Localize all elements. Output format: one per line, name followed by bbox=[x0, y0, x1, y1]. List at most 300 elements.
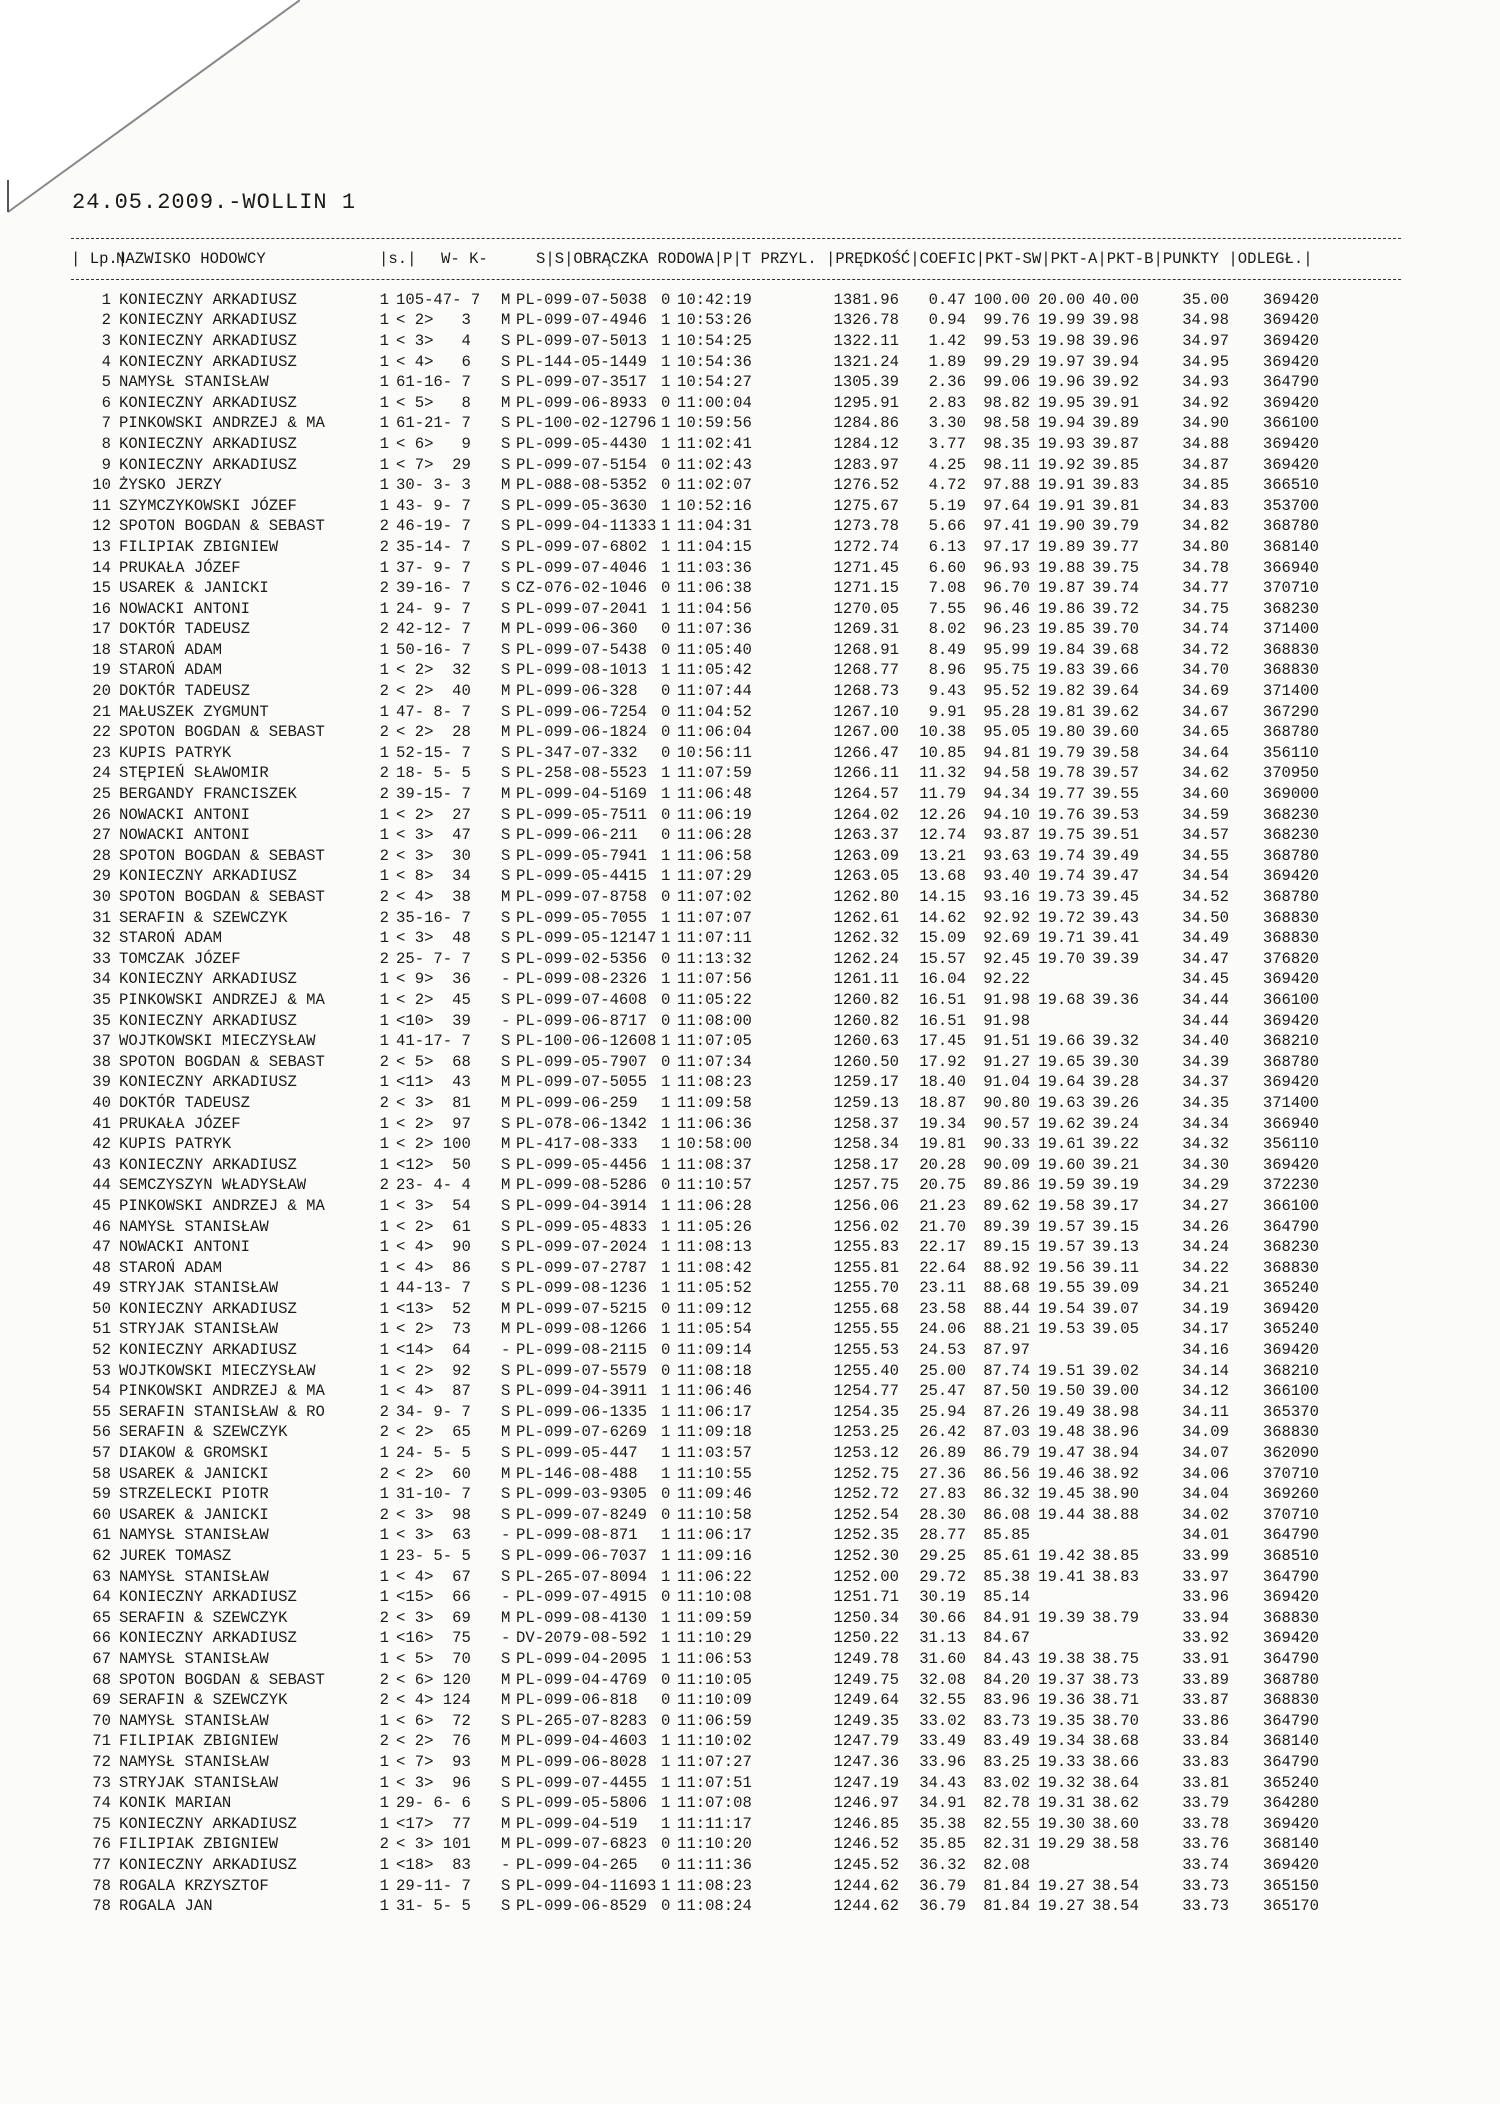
table-header bbox=[71, 249, 1313, 270]
cell-distance: 365150 bbox=[1262, 1876, 1319, 1895]
cell-sex: S bbox=[501, 1444, 511, 1463]
cell-speed: 1259.13 bbox=[833, 1093, 899, 1112]
cell-pkt-b: 38.94 bbox=[1092, 1444, 1139, 1463]
cell-pkt-a: 19.89 bbox=[1038, 537, 1085, 556]
cell-coef: 16.51 bbox=[919, 1011, 966, 1030]
cell-pkt-a: 19.79 bbox=[1038, 743, 1085, 762]
cell-ring: PL-099-06-259 bbox=[516, 1093, 638, 1112]
cell-sex: S bbox=[501, 826, 511, 845]
cell-lp: 50 bbox=[92, 1299, 111, 1318]
cell-speed: 1246.52 bbox=[833, 1835, 899, 1854]
cell-p: 0 bbox=[661, 702, 671, 721]
cell-pkt-sw: 91.51 bbox=[983, 1032, 1030, 1051]
cell-breeder: FILIPIAK ZBIGNIEW bbox=[119, 537, 279, 556]
cell-speed: 1268.91 bbox=[833, 640, 899, 659]
cell-sex: S bbox=[501, 867, 511, 886]
cell-pkt-sw: 94.81 bbox=[983, 743, 1030, 762]
cell-wk: 31-10- 7 bbox=[396, 1485, 471, 1504]
cell-coef: 12.74 bbox=[919, 826, 966, 845]
table-row bbox=[71, 1505, 1319, 1526]
cell-distance: 366940 bbox=[1262, 558, 1319, 577]
cell-pkt-sw: 95.99 bbox=[983, 640, 1030, 659]
cell-sex: S bbox=[501, 434, 511, 453]
cell-speed: 1247.36 bbox=[833, 1752, 899, 1771]
cell-pkt-sw: 98.35 bbox=[983, 434, 1030, 453]
cell-coef: 7.08 bbox=[928, 579, 966, 598]
cell-ring: PL-099-07-3517 bbox=[516, 373, 648, 392]
cell-speed: 1247.79 bbox=[833, 1732, 899, 1751]
cell-ring: PL-099-04-3911 bbox=[516, 1382, 648, 1401]
cell-speed: 1257.75 bbox=[833, 1176, 899, 1195]
cell-distance: 368830 bbox=[1262, 661, 1319, 680]
cell-lp: 1 bbox=[101, 290, 111, 309]
cell-breeder: PRUKAŁA JÓZEF bbox=[119, 558, 241, 577]
cell-pkt-b: 39.81 bbox=[1092, 496, 1139, 515]
cell-p: 0 bbox=[661, 723, 671, 742]
cell-points: 34.95 bbox=[1182, 352, 1229, 371]
table-row bbox=[71, 290, 1319, 311]
cell-time: 11:10:55 bbox=[677, 1464, 752, 1483]
cell-p: 0 bbox=[661, 1855, 671, 1874]
cell-pkt-sw: 99.06 bbox=[983, 373, 1030, 392]
cell-time: 10:54:27 bbox=[677, 373, 752, 392]
cell-pkt-a: 19.84 bbox=[1038, 640, 1085, 659]
cell-breeder: FILIPIAK ZBIGNIEW bbox=[119, 1732, 279, 1751]
cell-sex: S bbox=[501, 1505, 511, 1524]
cell-sex: M bbox=[501, 1073, 511, 1092]
cell-breeder: KONIECZNY ARKADIUSZ bbox=[119, 1629, 297, 1648]
cell-points: 34.35 bbox=[1182, 1093, 1229, 1112]
cell-pkt-sw: 92.92 bbox=[983, 908, 1030, 927]
cell-ring: PL-100-02-12796 bbox=[516, 414, 657, 433]
cell-time: 11:13:32 bbox=[677, 949, 752, 968]
table-row bbox=[71, 1711, 1319, 1732]
cell-pkt-b: 39.64 bbox=[1092, 682, 1139, 701]
cell-wk: 61-21- 7 bbox=[396, 414, 471, 433]
cell-section: 2 bbox=[379, 682, 389, 701]
cell-distance: 368830 bbox=[1262, 1691, 1319, 1710]
cell-wk: < 6> 120 bbox=[396, 1670, 471, 1689]
cell-section: 1 bbox=[379, 1629, 389, 1648]
cell-sex: S bbox=[501, 558, 511, 577]
cell-pkt-b: 39.36 bbox=[1092, 990, 1139, 1009]
cell-wk: < 2> 27 bbox=[396, 805, 471, 824]
cell-pkt-b: 39.41 bbox=[1092, 929, 1139, 948]
cell-p: 0 bbox=[661, 1691, 671, 1710]
cell-points: 33.94 bbox=[1182, 1608, 1229, 1627]
cell-wk: 37- 9- 7 bbox=[396, 558, 471, 577]
table-row bbox=[71, 1546, 1319, 1567]
cell-pkt-sw: 99.76 bbox=[983, 311, 1030, 330]
header-sections: |s.| bbox=[379, 249, 417, 268]
cell-points: 34.30 bbox=[1182, 1155, 1229, 1174]
table-row bbox=[71, 352, 1319, 373]
cell-time: 11:02:41 bbox=[677, 434, 752, 453]
cell-ring: PL-099-06-8529 bbox=[516, 1897, 648, 1916]
cell-breeder: SERAFIN & SZEWCZYK bbox=[119, 1691, 288, 1710]
cell-ring: PL-099-04-265 bbox=[516, 1855, 638, 1874]
cell-pkt-b: 38.60 bbox=[1092, 1814, 1139, 1833]
table-row bbox=[71, 1175, 1319, 1196]
cell-speed: 1255.53 bbox=[833, 1341, 899, 1360]
cell-distance: 368830 bbox=[1262, 908, 1319, 927]
cell-time: 11:06:53 bbox=[677, 1649, 752, 1668]
cell-wk: <13> 52 bbox=[396, 1299, 471, 1318]
cell-pkt-sw: 97.64 bbox=[983, 496, 1030, 515]
cell-lp: 40 bbox=[92, 1093, 111, 1112]
cell-lp: 25 bbox=[92, 785, 111, 804]
cell-pkt-sw: 84.67 bbox=[983, 1629, 1030, 1648]
cell-points: 34.85 bbox=[1182, 476, 1229, 495]
cell-speed: 1256.02 bbox=[833, 1217, 899, 1236]
cell-lp: 42 bbox=[92, 1135, 111, 1154]
cell-points: 34.78 bbox=[1182, 558, 1229, 577]
cell-coef: 10.85 bbox=[919, 743, 966, 762]
cell-pkt-sw: 96.70 bbox=[983, 579, 1030, 598]
cell-sex: S bbox=[501, 990, 511, 1009]
cell-sex: S bbox=[501, 599, 511, 618]
cell-ring: PL-099-05-4456 bbox=[516, 1155, 648, 1174]
cell-pkt-b: 39.19 bbox=[1092, 1176, 1139, 1195]
cell-distance: 366100 bbox=[1262, 990, 1319, 1009]
cell-ring: PL-099-08-871 bbox=[516, 1526, 638, 1545]
cell-p: 1 bbox=[661, 1093, 671, 1112]
cell-time: 11:07:51 bbox=[677, 1773, 752, 1792]
cell-distance: 369420 bbox=[1262, 1341, 1319, 1360]
cell-breeder: PINKOWSKI ANDRZEJ & MA bbox=[119, 1196, 325, 1215]
cell-points: 34.92 bbox=[1182, 393, 1229, 412]
cell-lp: 5 bbox=[101, 373, 111, 392]
cell-p: 1 bbox=[661, 1794, 671, 1813]
cell-points: 34.34 bbox=[1182, 1114, 1229, 1133]
cell-distance: 364790 bbox=[1262, 1567, 1319, 1586]
cell-p: 1 bbox=[661, 929, 671, 948]
cell-breeder: KONIECZNY ARKADIUSZ bbox=[119, 311, 297, 330]
cell-p: 1 bbox=[661, 1876, 671, 1895]
cell-coef: 23.11 bbox=[919, 1279, 966, 1298]
cell-coef: 23.58 bbox=[919, 1299, 966, 1318]
cell-sex: M bbox=[501, 1423, 511, 1442]
cell-sex: M bbox=[501, 1176, 511, 1195]
cell-ring: PL-099-07-5038 bbox=[516, 290, 648, 309]
cell-points: 34.54 bbox=[1182, 867, 1229, 886]
cell-time: 11:06:28 bbox=[677, 826, 752, 845]
cell-distance: 370950 bbox=[1262, 764, 1319, 783]
cell-coef: 19.34 bbox=[919, 1114, 966, 1133]
cell-section: 1 bbox=[379, 1547, 389, 1565]
table-row bbox=[71, 578, 1319, 599]
cell-pkt-a: 19.61 bbox=[1038, 1135, 1085, 1154]
cell-p: 1 bbox=[661, 1217, 671, 1236]
cell-breeder: STRZELECKI PIOTR bbox=[119, 1485, 269, 1504]
cell-points: 34.90 bbox=[1182, 414, 1229, 433]
cell-lp: 22 bbox=[92, 723, 111, 742]
cell-pkt-b: 39.85 bbox=[1092, 455, 1139, 474]
cell-points: 34.55 bbox=[1182, 846, 1229, 865]
cell-section: 2 bbox=[379, 888, 389, 906]
cell-p: 1 bbox=[661, 1732, 671, 1751]
cell-lp: 27 bbox=[92, 826, 111, 845]
cell-ring: PL-099-04-2095 bbox=[516, 1649, 648, 1668]
cell-pkt-a: 19.38 bbox=[1038, 1649, 1085, 1668]
cell-wk: < 6> 72 bbox=[396, 1711, 471, 1730]
cell-ring: PL-099-06-328 bbox=[516, 682, 638, 701]
cell-breeder: SERAFIN & SZEWCZYK bbox=[119, 908, 288, 927]
cell-distance: 371400 bbox=[1262, 620, 1319, 639]
cell-wk: 39-16- 7 bbox=[396, 579, 471, 598]
cell-pkt-a: 19.62 bbox=[1038, 1114, 1085, 1133]
cell-breeder: KONIECZNY ARKADIUSZ bbox=[119, 434, 297, 453]
cell-distance: 353700 bbox=[1262, 496, 1319, 515]
cell-section: 1 bbox=[379, 1567, 389, 1586]
cell-ring: PL-099-07-4608 bbox=[516, 990, 648, 1009]
cell-wk: < 4> 86 bbox=[396, 1258, 471, 1277]
cell-speed: 1268.77 bbox=[833, 661, 899, 680]
cell-p: 1 bbox=[661, 1464, 671, 1483]
cell-p: 0 bbox=[661, 1897, 671, 1916]
cell-pkt-b: 39.09 bbox=[1092, 1279, 1139, 1298]
cell-time: 11:11:17 bbox=[677, 1814, 752, 1833]
table-row bbox=[71, 990, 1319, 1011]
table-row bbox=[71, 846, 1319, 867]
cell-breeder: KONIECZNY ARKADIUSZ bbox=[119, 970, 297, 989]
cell-lp: 2 bbox=[101, 311, 111, 330]
cell-ring: PL-099-05-4430 bbox=[516, 434, 648, 453]
cell-lp: 55 bbox=[92, 1402, 111, 1421]
cell-pkt-sw: 83.73 bbox=[983, 1711, 1030, 1730]
cell-coef: 0.94 bbox=[928, 311, 966, 330]
cell-time: 10:59:56 bbox=[677, 414, 752, 433]
cell-coef: 31.13 bbox=[919, 1629, 966, 1648]
cell-wk: <14> 64 bbox=[396, 1341, 471, 1360]
cell-pkt-a: 19.87 bbox=[1038, 579, 1085, 598]
cell-wk: < 6> 9 bbox=[396, 434, 471, 453]
cell-p: 1 bbox=[661, 434, 671, 453]
cell-sex: S bbox=[501, 1402, 511, 1421]
cell-distance: 366510 bbox=[1262, 476, 1319, 495]
cell-coef: 8.49 bbox=[928, 640, 966, 659]
cell-coef: 5.19 bbox=[928, 496, 966, 515]
cell-sex: S bbox=[501, 1052, 511, 1071]
table-row bbox=[71, 1072, 1319, 1093]
cell-p: 1 bbox=[661, 1114, 671, 1133]
cell-p: 0 bbox=[661, 888, 671, 906]
cell-wk: 105-47- 7 bbox=[396, 290, 481, 309]
cell-wk: 23- 4- 4 bbox=[396, 1176, 471, 1195]
cell-pkt-b: 39.75 bbox=[1092, 558, 1139, 577]
cell-section: 2 bbox=[379, 764, 389, 783]
cell-p: 1 bbox=[661, 599, 671, 618]
document-title: 24.05.2009.-WOLLIN 1 bbox=[72, 190, 357, 215]
cell-wk: <10> 39 bbox=[396, 1011, 471, 1030]
cell-points: 33.89 bbox=[1182, 1670, 1229, 1689]
cell-ring: PL-099-04-519 bbox=[516, 1814, 638, 1833]
cell-coef: 33.02 bbox=[919, 1711, 966, 1730]
cell-speed: 1381.96 bbox=[833, 290, 899, 309]
cell-sex: S bbox=[501, 743, 511, 762]
cell-ring: PL-146-08-488 bbox=[516, 1464, 638, 1483]
cell-breeder: JUREK TOMASZ bbox=[119, 1547, 232, 1565]
table-row bbox=[71, 455, 1319, 476]
cell-pkt-sw: 83.02 bbox=[983, 1773, 1030, 1792]
cell-section: 1 bbox=[379, 1135, 389, 1154]
cell-points: 34.44 bbox=[1182, 990, 1229, 1009]
cell-breeder: NAMYSŁ STANISŁAW bbox=[119, 1711, 269, 1730]
cell-breeder: ROGALA JAN bbox=[119, 1897, 213, 1916]
cell-p: 0 bbox=[661, 393, 671, 412]
cell-ring: PL-099-07-2041 bbox=[516, 599, 648, 618]
cell-coef: 1.42 bbox=[928, 331, 966, 350]
cell-coef: 36.79 bbox=[919, 1897, 966, 1916]
cell-pkt-a: 19.77 bbox=[1038, 785, 1085, 804]
cell-lp: 7 bbox=[101, 414, 111, 433]
cell-time: 11:05:42 bbox=[677, 661, 752, 680]
table-row bbox=[71, 331, 1319, 352]
cell-section: 1 bbox=[379, 1320, 389, 1339]
cell-pkt-b: 38.83 bbox=[1092, 1567, 1139, 1586]
cell-points: 34.47 bbox=[1182, 949, 1229, 968]
cell-coef: 25.47 bbox=[919, 1382, 966, 1401]
cell-coef: 26.89 bbox=[919, 1444, 966, 1463]
cell-breeder: KONIECZNY ARKADIUSZ bbox=[119, 1073, 297, 1092]
cell-points: 33.86 bbox=[1182, 1711, 1229, 1730]
cell-pkt-a: 19.30 bbox=[1038, 1814, 1085, 1833]
cell-speed: 1255.83 bbox=[833, 1238, 899, 1257]
cell-breeder: STAROŃ ADAM bbox=[119, 929, 222, 948]
cell-points: 34.01 bbox=[1182, 1526, 1229, 1545]
cell-pkt-b: 38.98 bbox=[1092, 1402, 1139, 1421]
cell-points: 33.87 bbox=[1182, 1691, 1229, 1710]
cell-distance: 368780 bbox=[1262, 517, 1319, 536]
table-row bbox=[71, 640, 1319, 661]
cell-section: 2 bbox=[379, 1608, 389, 1627]
table-row bbox=[71, 1381, 1319, 1402]
cell-ring: PL-099-07-2024 bbox=[516, 1238, 648, 1257]
cell-time: 11:10:58 bbox=[677, 1505, 752, 1524]
cell-time: 11:10:02 bbox=[677, 1732, 752, 1751]
cell-breeder: SZYMCZYKOWSKI JÓZEF bbox=[119, 496, 297, 515]
cell-ring: PL-099-06-8717 bbox=[516, 1011, 648, 1030]
cell-coef: 3.30 bbox=[928, 414, 966, 433]
cell-section: 1 bbox=[379, 558, 389, 577]
cell-sex: M bbox=[501, 723, 511, 742]
cell-wk: 31- 5- 5 bbox=[396, 1897, 471, 1916]
cell-wk: 24- 5- 5 bbox=[396, 1444, 471, 1463]
cell-sex: M bbox=[501, 1299, 511, 1318]
cell-time: 11:07:59 bbox=[677, 764, 752, 783]
cell-wk: < 2> 45 bbox=[396, 990, 471, 1009]
table-row bbox=[71, 1587, 1319, 1608]
cell-section: 1 bbox=[379, 990, 389, 1009]
cell-distance: 369420 bbox=[1262, 434, 1319, 453]
cell-distance: 368830 bbox=[1262, 1423, 1319, 1442]
cell-time: 11:07:34 bbox=[677, 1052, 752, 1071]
cell-sex: S bbox=[501, 805, 511, 824]
cell-breeder: PINKOWSKI ANDRZEJ & MA bbox=[119, 990, 325, 1009]
cell-section: 1 bbox=[379, 1382, 389, 1401]
cell-speed: 1249.64 bbox=[833, 1691, 899, 1710]
cell-p: 1 bbox=[661, 846, 671, 865]
cell-breeder: SPOTON BOGDAN & SEBAST bbox=[119, 723, 325, 742]
cell-lp: 56 bbox=[92, 1423, 111, 1442]
table-row bbox=[71, 887, 1319, 908]
cell-sex: S bbox=[501, 640, 511, 659]
cell-points: 33.76 bbox=[1182, 1835, 1229, 1854]
cell-section: 1 bbox=[379, 805, 389, 824]
cell-speed: 1244.62 bbox=[833, 1897, 899, 1916]
cell-ring: PL-099-04-11693 bbox=[516, 1876, 657, 1895]
cell-speed: 1263.09 bbox=[833, 846, 899, 865]
cell-breeder: NAMYSŁ STANISŁAW bbox=[119, 1649, 269, 1668]
cell-distance: 362090 bbox=[1262, 1444, 1319, 1463]
cell-distance: 368830 bbox=[1262, 640, 1319, 659]
cell-pkt-a: 19.42 bbox=[1038, 1547, 1085, 1565]
cell-speed: 1249.35 bbox=[833, 1711, 899, 1730]
cell-section: 1 bbox=[379, 496, 389, 515]
cell-p: 1 bbox=[661, 1382, 671, 1401]
cell-points: 34.37 bbox=[1182, 1073, 1229, 1092]
cell-pkt-sw: 96.23 bbox=[983, 620, 1030, 639]
cell-section: 2 bbox=[379, 1505, 389, 1524]
cell-pkt-b: 39.30 bbox=[1092, 1052, 1139, 1071]
cell-pkt-b: 39.26 bbox=[1092, 1093, 1139, 1112]
table-row bbox=[71, 1319, 1319, 1340]
cell-speed: 1261.11 bbox=[833, 970, 899, 989]
cell-speed: 1260.82 bbox=[833, 990, 899, 1009]
cell-coef: 20.28 bbox=[919, 1155, 966, 1174]
cell-pkt-a: 19.49 bbox=[1038, 1402, 1085, 1421]
cell-time: 11:08:23 bbox=[677, 1073, 752, 1092]
cell-sex: S bbox=[501, 846, 511, 865]
cell-coef: 13.68 bbox=[919, 867, 966, 886]
cell-lp: 9 bbox=[101, 455, 111, 474]
cell-lp: 75 bbox=[92, 1814, 111, 1833]
cell-wk: < 2> 65 bbox=[396, 1423, 471, 1442]
cell-ring: PL-099-04-3914 bbox=[516, 1196, 648, 1215]
cell-speed: 1253.25 bbox=[833, 1423, 899, 1442]
cell-ring: PL-258-08-5523 bbox=[516, 764, 648, 783]
table-row bbox=[71, 1876, 1319, 1897]
cell-pkt-a: 19.81 bbox=[1038, 702, 1085, 721]
cell-breeder: SERAFIN & SZEWCZYK bbox=[119, 1423, 288, 1442]
cell-ring: PL-099-07-5013 bbox=[516, 331, 648, 350]
cell-wk: < 3> 4 bbox=[396, 331, 471, 350]
cell-breeder: KONIK MARIAN bbox=[119, 1794, 232, 1813]
cell-wk: 18- 5- 5 bbox=[396, 764, 471, 783]
cell-sex: S bbox=[501, 1794, 511, 1813]
cell-time: 11:07:07 bbox=[677, 908, 752, 927]
cell-lp: 62 bbox=[92, 1547, 111, 1565]
cell-wk: < 5> 70 bbox=[396, 1649, 471, 1668]
cell-distance: 368230 bbox=[1262, 826, 1319, 845]
cell-points: 34.11 bbox=[1182, 1402, 1229, 1421]
cell-lp: 51 bbox=[92, 1320, 111, 1339]
cell-distance: 365170 bbox=[1262, 1897, 1319, 1916]
cell-pkt-sw: 97.17 bbox=[983, 537, 1030, 556]
cell-breeder: ŻYSKO JERZY bbox=[119, 476, 222, 495]
cell-coef: 11.79 bbox=[919, 785, 966, 804]
cell-time: 11:09:18 bbox=[677, 1423, 752, 1442]
header-stats: |PRĘDKOŚĆ|COEFIC|PKT-SW|PKT-A|PKT-B|PUNKTY |ODLEGŁ.| bbox=[826, 249, 1313, 268]
cell-section: 1 bbox=[379, 352, 389, 371]
cell-points: 34.60 bbox=[1182, 785, 1229, 804]
cell-wk: < 4> 87 bbox=[396, 1382, 471, 1401]
cell-points: 33.79 bbox=[1182, 1794, 1229, 1813]
table-row bbox=[71, 1237, 1319, 1258]
cell-wk: < 7> 29 bbox=[396, 455, 471, 474]
cell-speed: 1254.77 bbox=[833, 1382, 899, 1401]
cell-speed: 1263.37 bbox=[833, 826, 899, 845]
